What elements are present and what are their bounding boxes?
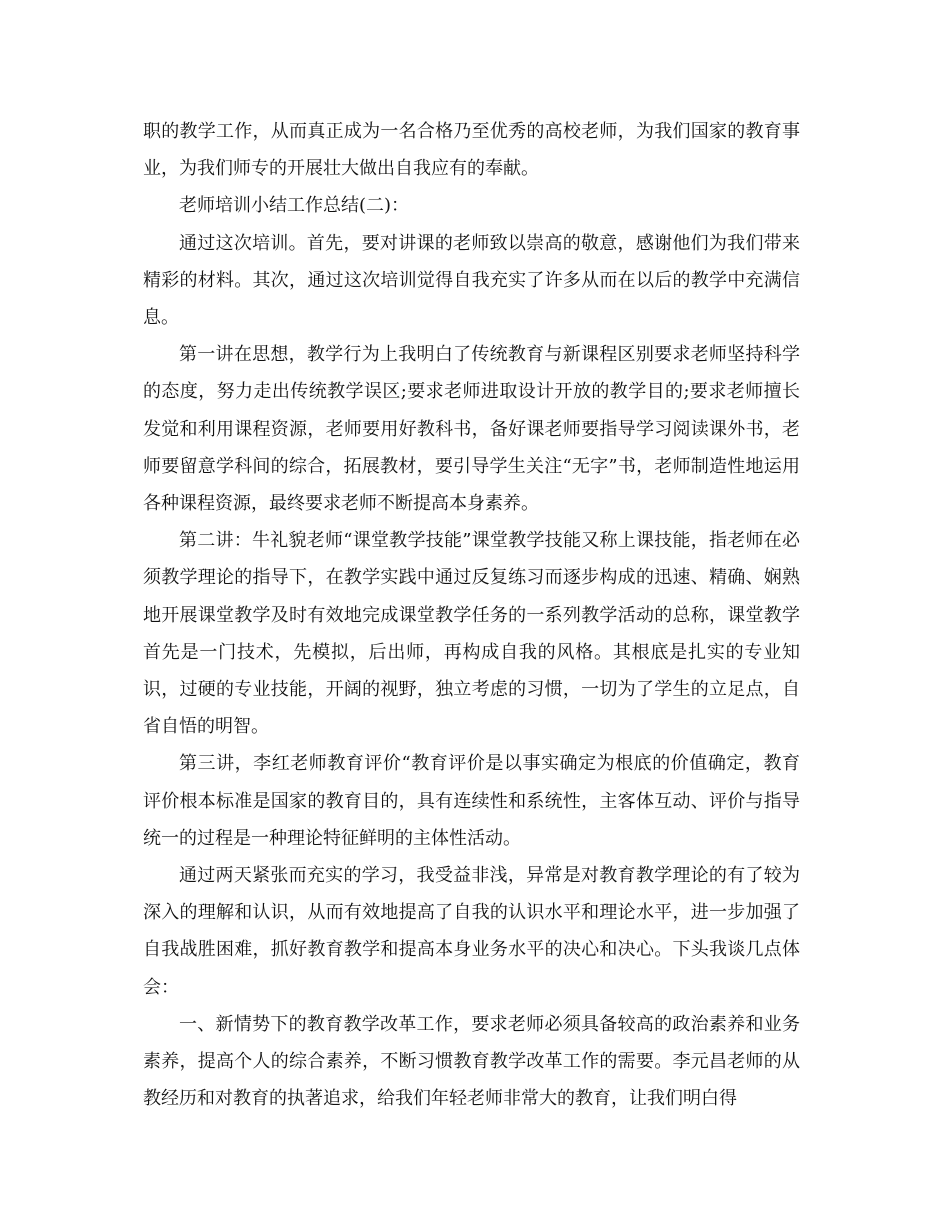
paragraph-continuation: 职的教学工作，从而真正成为一名合格乃至优秀的高校老师，为我们国家的教育事业，为我们师专的开展壮大做出自我应有的奉献。 [143,121,800,180]
document-body [143,113,800,1117]
paragraph-point-one: 一、新情势下的教育教学改革工作，要求老师必须具备较高的政治素养和业务素养，提高个人的综合素养，不断习惯教育教学改革工作的需要。李元昌老师的从教经历和对教育的执著追求，给我们年轻老师非常大的教育，让我们明白得 [143,1013,800,1110]
paragraph-intro: 通过这次培训。首先，要对讲课的老师致以崇高的敬意，感谢他们为我们带来精彩的材料。其次，通过这次培训觉得自我充实了许多从而在以后的教学中充满信息。 [143,232,800,329]
paragraph-reflection: 通过两天紧张而充实的学习，我受益非浅，异常是对教育教学理论的有了较为深入的理解和认识，从而有效地提高了自我的认识水平和理论水平，进一步加强了自我战胜困难，抓好教育教学和提高本身业务水平的决心和决心。下头我谈几点体会： [143,865,800,998]
section-heading: 老师培训小结工作总结(二)： [179,195,410,217]
paragraph-lecture-two: 第二讲：牛礼貌老师“课堂教学技能”课堂教学技能又称上课技能，指老师在必须教学理论的指导下，在教学实践中通过反复练习而逐步构成的迅速、精确、娴熟地开展课堂教学及时有效地完成课堂教学任务的一系列教学活动的总称，课堂教学首先是一门技术，先模拟，后出师，再构成自我的风格。其根底是扎实的专业知识，过硬的专业技能，开阔的视野，独立考虑的习惯，一切为了学生的立足点，自省自悟的明智。 [143,530,800,738]
paragraph-lecture-three: 第三讲，李红老师教育评价“教育评价是以事实确定为根底的价值确定，教育评价根本标准是国家的教育目的，具有连续性和系统性，主客体互动、评价与指导统一的过程是一种理论特征鲜明的主体性活动。 [143,753,800,849]
paragraph-lecture-one: 第一讲在思想，教学行为上我明白了传统教育与新课程区别要求老师坚持科学的态度，努力走出传统教学误区;要求老师进取设计开放的教学目的;要求老师擅长发觉和利用课程资源，老师要用好教科书，备好课老师要指导学习阅读课外书，老师要留意学科间的综合，拓展教材，要引导学生关注“无字”书，老师制造性地运用各种课程资源，最终要求老师不断提高本身素养。 [143,344,800,515]
